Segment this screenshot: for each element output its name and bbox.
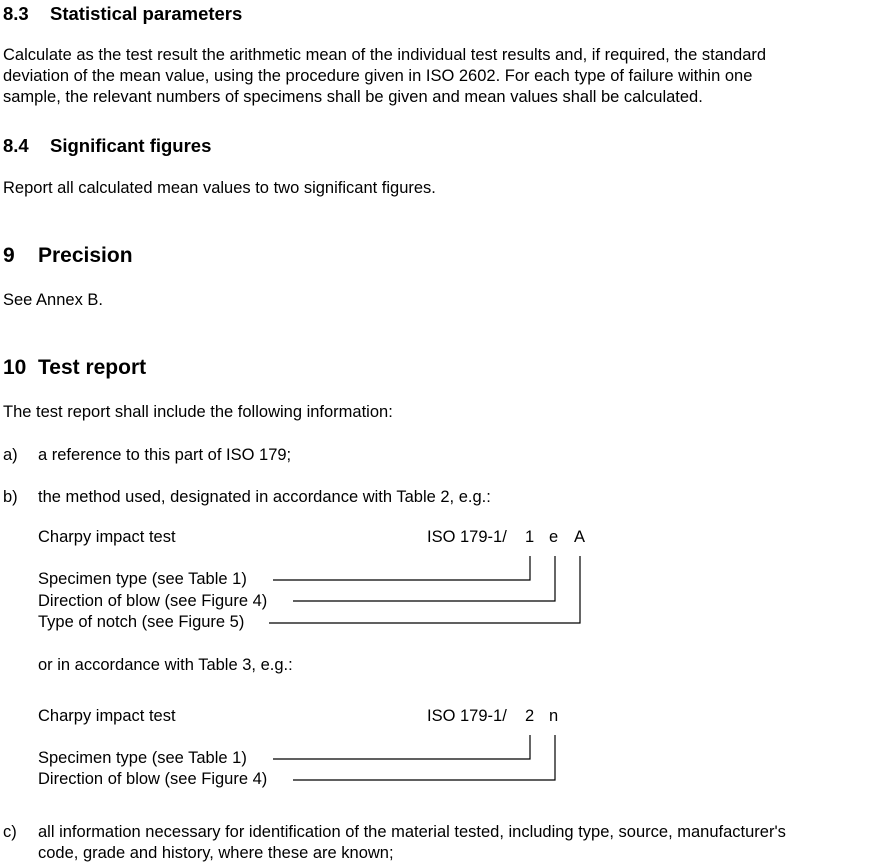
section-8-4-number: 8.4 bbox=[3, 135, 29, 156]
item-a-text: a reference to this part of ISO 179; bbox=[38, 446, 292, 464]
example2-designation: ISO 179-1/ bbox=[427, 707, 507, 725]
example1-code: e bbox=[549, 528, 559, 546]
example1-legend-item: Type of notch (see Figure 5) bbox=[38, 613, 245, 631]
example2-code: 2 bbox=[525, 707, 535, 725]
example2-legend-item: Specimen type (see Table 1) bbox=[38, 749, 247, 767]
item-b-text: the method used, designated in accordance with Table 2, e.g.: bbox=[38, 488, 491, 506]
section-9-number: 9 bbox=[3, 244, 15, 267]
body-line: deviation of the mean value, using the procedure given in ISO 2602. For each type of failure within one bbox=[3, 67, 753, 85]
leader-line-specimen-type-2 bbox=[273, 735, 530, 759]
section-10-title: Test report bbox=[38, 356, 147, 379]
leader-line-type-of-notch bbox=[269, 556, 580, 623]
section-9-body: See Annex B. bbox=[3, 291, 103, 309]
example2-name: Charpy impact test bbox=[38, 707, 176, 725]
item-c-label: c) bbox=[3, 823, 17, 841]
section-9-title: Precision bbox=[38, 244, 133, 267]
body-line: Calculate as the test result the arithmetic mean of the individual test results and, if required, the standard bbox=[3, 46, 767, 64]
body-line: code, grade and history, where these are known; bbox=[38, 844, 394, 862]
example1-name: Charpy impact test bbox=[38, 528, 176, 546]
leader-line-specimen-type bbox=[273, 556, 530, 580]
section-8-4-title: Significant figures bbox=[50, 135, 212, 156]
example2-legend-item: Direction of blow (see Figure 4) bbox=[38, 770, 268, 788]
section-8-3-title: Statistical parameters bbox=[50, 3, 243, 24]
section-10-number: 10 bbox=[3, 356, 27, 379]
leader-line-direction-of-blow bbox=[293, 556, 555, 601]
example1-code: A bbox=[574, 528, 586, 546]
body-line: all information necessary for identification of the material tested, including type, source, manufacturer's bbox=[38, 823, 786, 841]
example1-code: 1 bbox=[525, 528, 535, 546]
or-text: or in accordance with Table 3, e.g.: bbox=[38, 656, 293, 674]
item-a-label: a) bbox=[3, 446, 18, 464]
example1-legend-item: Specimen type (see Table 1) bbox=[38, 570, 247, 588]
example1-legend-item: Direction of blow (see Figure 4) bbox=[38, 592, 268, 610]
item-b-label: b) bbox=[3, 488, 18, 506]
example1-designation: ISO 179-1/ bbox=[427, 528, 507, 546]
section-8-4-body: Report all calculated mean values to two significant figures. bbox=[3, 179, 436, 197]
section-8-3-number: 8.3 bbox=[3, 3, 29, 24]
section-10-intro: The test report shall include the following information: bbox=[3, 403, 393, 421]
leader-line-direction-of-blow-2 bbox=[293, 735, 555, 780]
example2-code: n bbox=[549, 707, 559, 725]
body-line: sample, the relevant numbers of specimens shall be given and mean values shall be calculated. bbox=[3, 88, 703, 106]
